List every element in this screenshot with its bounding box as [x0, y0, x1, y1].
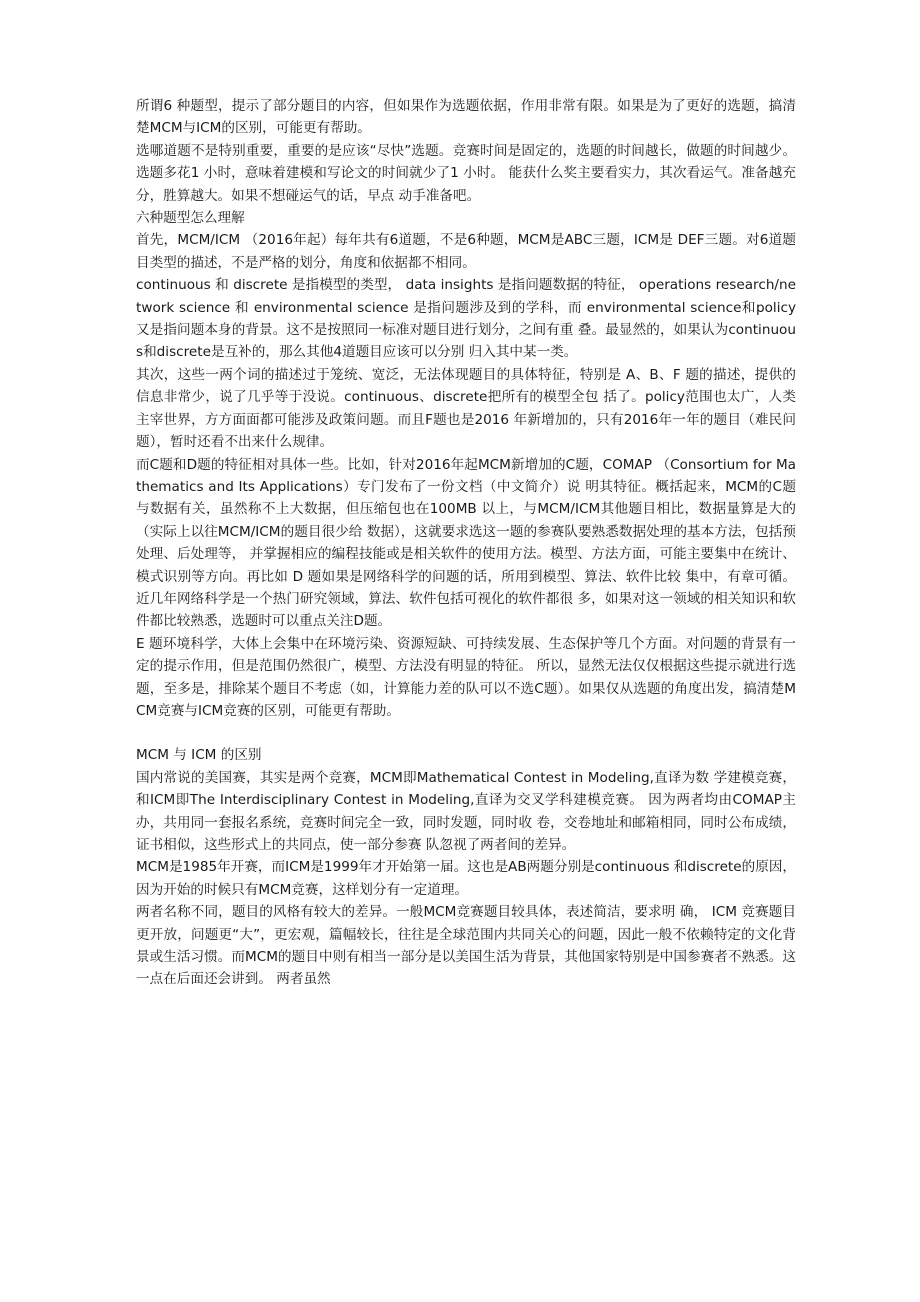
- paragraph-model-types: continuous 和 discrete 是指模型的类型， data insights 是指问题数据的特征， operations research/network science 和 environmental science 是指问题涉及到的学科，而 environmental science和policy又是指问题本身的背景。这不是按照同一标准对题目进行划分，之间有重 叠。最显然的，如果认为continuous和discrete是互补的，那么其他4道题目应该可以分别 归入其中某一类。: [136, 277, 796, 361]
- subheading-six-types: 六种题型怎么理解: [136, 210, 245, 227]
- paragraph-selection-advice: 选哪道题不是特别重要，重要的是应该“尽快”选题。竞赛时间是固定的，选题的时间越长，做题的时间越少。选题多花1 小时，意味着建模和写论文的时间就少了1 小时。 能获什么奖主要看实力，其次看运气。准备越充分，胜算越大。如果不想碰运气的话，早点 动手准备吧。: [136, 142, 796, 204]
- paragraph-second-point: 其次，这些一两个词的描述过于笼统、宽泛，无法体现题目的具体特征，特别是 A、B、F 题的描述，提供的信息非常少，说了几乎等于没说。continuous、discrete把所有的模型全包 括了。policy范围也太广，人类主宰世界，方方面面都可能涉及政策问题。而且F题也是2016 年新增加的，只有2016年一年的题目（难民问题），暂时还看不出来什么规律。: [136, 366, 796, 451]
- paragraph-style-difference: 两者名称不同，题目的风格有较大的差异。一般MCM竞赛题目较具体，表述简洁，要求明 确， ICM 竞赛题目更开放，问题更“大”，更宏观，篇幅较长，往往是全球范围内共同关心的问题，因此一般不依赖特定的文化背景或生活习惯。而MCM的题目中则有相当一部分是以美国生活为背景，其他国家特别是中国参赛者不熟悉。这一点在后面还会讲到。 两者虽然: [136, 904, 796, 988]
- paragraph-e-problem: E 题环境科学，大体上会集中在环境污染、资源短缺、可持续发展、生态保护等几个方面。对问题的背景有一定的提示作用，但是范围仍然很广，模型、方法没有明显的特征。 所以，显然无法仅仅根据这些提示就进行选题，至多是，排除某个题目不考虑（如，计算能力差的队可以不选C题）。如果仅从选题的角度出发，搞清楚MCM竞赛与ICM竞赛的区别，可能更有帮助。: [136, 635, 796, 719]
- paragraph-intro: 所谓6 种题型，提示了部分题目的内容，但如果作为选题依据，作用非常有限。如果是为了更好的选题，搞清楚MCM与ICM的区别，可能更有帮助。: [136, 98, 796, 137]
- paragraph-two-contests: 国内常说的美国赛，其实是两个竞赛，MCM即Mathematical Contest in Modeling,直译为数 学建模竞赛，和ICM即The Interdisciplinary Contest in Modeling,直译为交叉学科建模竞赛。 因为两者均由COMAP主办，共用同一套报名系统，竞赛时间完全一致，同时发题，同时收 卷，交卷地址和邮箱相同，同时公布成绩，证书相似，这些形式上的共同点，使一部分参赛 队忽视了两者间的差异。: [136, 769, 796, 853]
- paragraph-first-point: 首先，MCM/ICM （2016年起）每年共有6道题，不是6种题，MCM是ABC三题，ICM是 DEF三题。对6道题目类型的描述，不是严格的划分，角度和依据都不相同。: [136, 232, 796, 271]
- document-body: [136, 95, 796, 991]
- paragraph-c-d-problems: 而C题和D题的特征相对具体一些。比如，针对2016年起MCM新增加的C题，COMAP （Consortium for Mathematics and Its Applications）专门发布了一份文档（中文简介）说 明其特征。概括起来，MCM的C题与数据有关，虽然称不上大数据，但压缩包也在100MB 以上，与MCM/ICM其他题目相比，数据量算是大的（实际上以往MCM/ICM的题目很少给 数据），这就要求选这一题的参赛队要熟悉数据处理的基本方法，包括预处理、后处理等， 并掌握相应的编程技能或是相关软件的使用方法。模型、方法方面，可能主要集中在统计、 模式识别等方向。再比如 D 题如果是网络科学的问题的话，所用到模型、算法、软件比较 集中，有章可循。近几年网络科学是一个热门研究领域，算法、软件包括可视化的软件都很 多，如果对这一领域的相关知识和软件都比较熟悉，选题时可以重点关注D题。: [136, 456, 796, 630]
- paragraph-history: MCM是1985年开赛，而ICM是1999年才开始第一届。这也是AB两题分别是continuous 和discrete的原因，因为开始的时候只有MCM竞赛，这样划分有一定道理。: [136, 859, 797, 898]
- section-title-mcm-icm-difference: MCM 与 ICM 的区别: [136, 747, 262, 764]
